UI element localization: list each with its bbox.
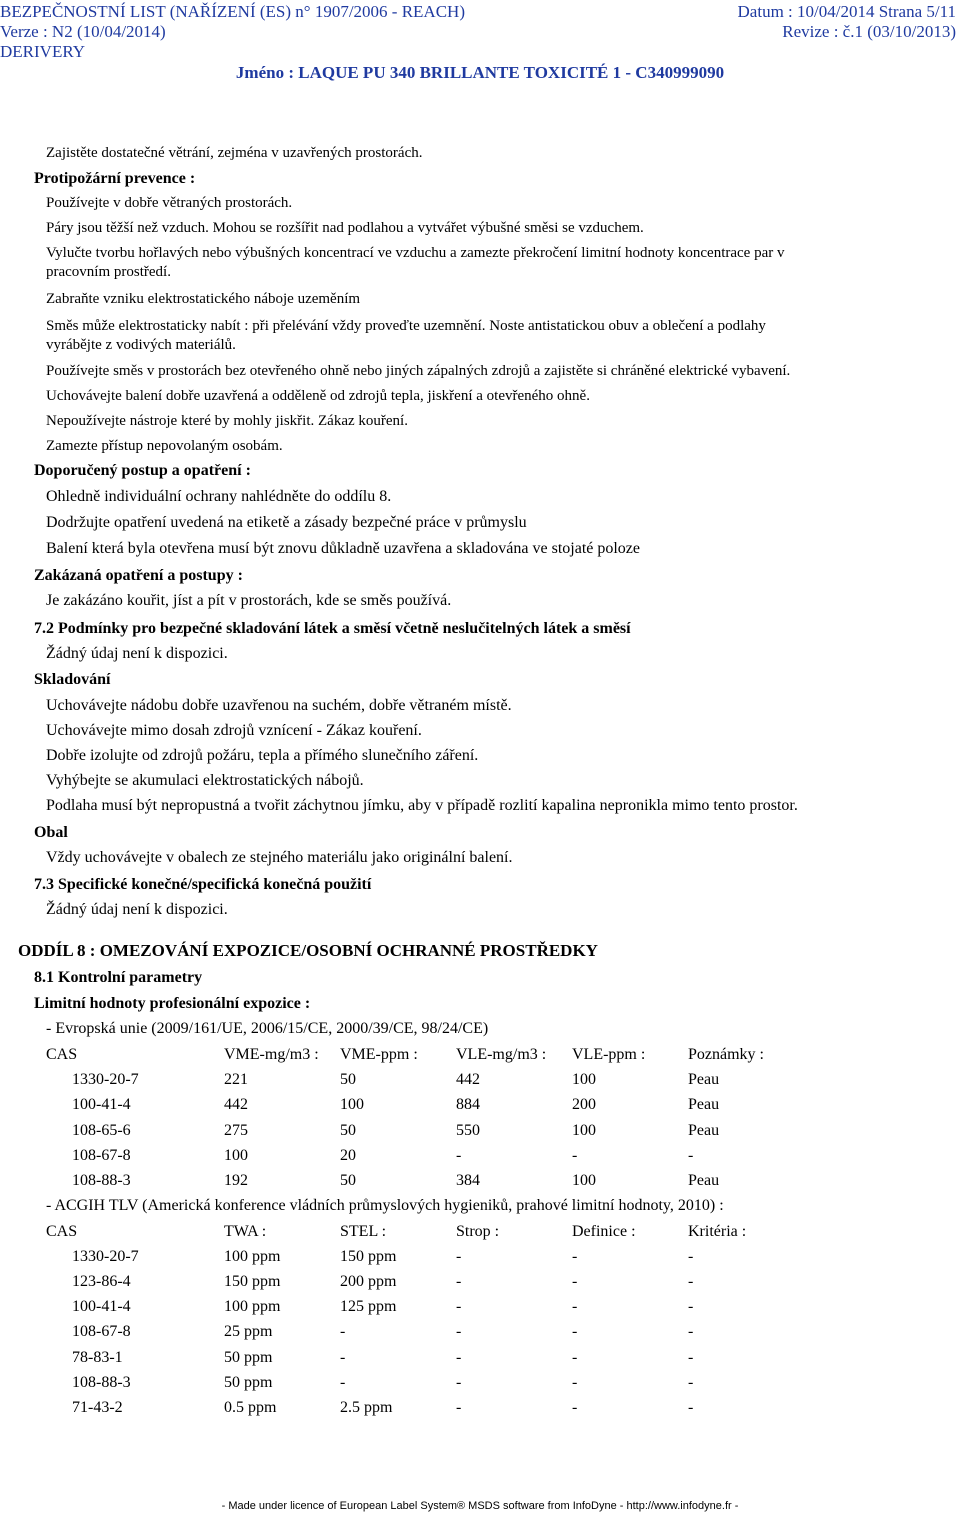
table-cell: 108-88-3 [72, 1374, 131, 1391]
table-cell: - [572, 1273, 578, 1290]
section-7-3-title: 7.3 Specifické konečné/specifická konečná použití [34, 876, 372, 893]
table-cell: Peau [688, 1122, 720, 1139]
table-cell: - [572, 1298, 578, 1315]
table-cell: 50 [340, 1172, 356, 1189]
document-title: BEZPEČNOSTNÍ LIST (NAŘÍZENÍ (ES) n° 1907/2006 - REACH) [0, 2, 465, 21]
table-cell: 50 ppm [224, 1374, 273, 1391]
table-cell: 1330-20-7 [72, 1071, 139, 1088]
header-row-2 [0, 22, 960, 44]
table-cell: 150 ppm [340, 1248, 397, 1265]
text-line: Směs může elektrostaticky nabít : při přelévání vždy proveďte uzemnění. Noste antistatickou obuv a oblečení a podlahy [46, 318, 766, 334]
table-cell: 442 [224, 1096, 248, 1113]
table-cell: 275 [224, 1122, 248, 1139]
table-cell: 150 ppm [224, 1273, 281, 1290]
table-cell: Peau [688, 1071, 720, 1088]
subheading-storage: Skladování [34, 671, 111, 688]
table-cell: 100 [340, 1096, 364, 1113]
eu-table-title: - Evropská unie (2009/161/UE, 2006/15/CE, 2000/39/CE, 98/24/CE) [46, 1020, 489, 1037]
table-cell: - [572, 1323, 578, 1340]
table-cell: 100-41-4 [72, 1298, 131, 1315]
table-cell: - [340, 1349, 346, 1366]
text-line: Žádný údaj není k dispozici. [46, 645, 228, 662]
text-line: Zamezte přístup nepovolaným osobám. [46, 438, 283, 454]
table-cell: - [456, 1273, 462, 1290]
footer-licence: - Made under licence of European Label System® MSDS software from InfoDyne - http://www.infodyne.fr - [221, 1500, 739, 1512]
table-cell: - [688, 1273, 694, 1290]
table-cell: 100 ppm [224, 1298, 281, 1315]
table-cell: - [688, 1147, 694, 1164]
text-line: Vždy uchovávejte v obalech ze stejného materiálu jako originální balení. [46, 849, 513, 866]
table-header-cell: CAS [46, 1223, 78, 1240]
table-cell: 550 [456, 1122, 480, 1139]
table-cell: Peau [688, 1172, 720, 1189]
table-cell: 884 [456, 1096, 480, 1113]
table-cell: 20 [340, 1147, 356, 1164]
header-row-4 [0, 63, 960, 85]
revision: Revize : č.1 (03/10/2013) [782, 22, 956, 41]
text-line: Používejte směs v prostorách bez otevřeného ohně nebo jiných zápalných zdrojů a zajistěte si chráněné elektrické vybavení. [46, 363, 791, 379]
table-header-cell: STEL : [340, 1223, 387, 1240]
table-cell: - [340, 1323, 346, 1340]
text-line: Ohledně individuální ochrany nahlédněte do oddílu 8. [46, 488, 392, 505]
text-line: Žádný údaj není k dispozici. [46, 901, 228, 918]
text-line: Nepoužívejte nástroje které by mohly jiskřit. Zákaz kouření. [46, 413, 408, 429]
company: DERIVERY [0, 42, 85, 61]
product-name: Jméno : LAQUE PU 340 BRILLANTE TOXICITÉ 1 - C340999090 [235, 63, 725, 82]
table-cell: - [572, 1349, 578, 1366]
text-line: Vylučte tvorbu hořlavých nebo výbušných koncentrací ve vzduchu a zamezte překročení limitní hodnoty koncentrace par v [46, 245, 785, 261]
text-line: Uchovávejte mimo dosah zdrojů vznícení - Zákaz kouření. [46, 722, 422, 739]
table-cell: 100 [572, 1071, 596, 1088]
table-cell: - [572, 1399, 578, 1416]
subheading-fire-prevention: Protipožární prevence : [34, 170, 196, 187]
text-line: Vyhýbejte se akumulaci elektrostatických nábojů. [46, 772, 364, 789]
table-cell: 384 [456, 1172, 480, 1189]
table-cell: Peau [688, 1096, 720, 1113]
table-cell: - [456, 1349, 462, 1366]
text-line: Zajistěte dostatečné větrání, zejména v uzavřených prostorách. [46, 145, 423, 161]
table-cell: 100 [224, 1147, 248, 1164]
table-header-cell: Kritéria : [688, 1223, 747, 1240]
section-7-2-title: 7.2 Podmínky pro bezpečné skladování látek a směsí včetně neslučitelných látek a směsí [34, 620, 631, 637]
table-cell: - [456, 1399, 462, 1416]
header-row-3 [0, 42, 960, 64]
version: Verze : N2 (10/04/2014) [0, 22, 166, 41]
text-line: Dobře izolujte od zdrojů požáru, tepla a přímého slunečního záření. [46, 747, 479, 764]
text-line: Používejte v dobře větraných prostorách. [46, 195, 293, 211]
subheading-prohibited: Zakázaná opatření a postupy : [34, 567, 243, 584]
text-line: Podlaha musí být nepropustná a tvořit záchytnou jímku, aby v případě rozlití kapalina nepronikla mimo tento prostor. [46, 797, 798, 814]
table-cell: 108-88-3 [72, 1172, 131, 1189]
table-cell: 0.5 ppm [224, 1399, 277, 1416]
text-line: Uchovávejte balení dobře uzavřená a odděleně od zdrojů tepla, jiskření a otevřeného ohně. [46, 388, 590, 404]
table-cell: - [572, 1248, 578, 1265]
text-line: Je zakázáno kouřit, jíst a pít v prostorách, kde se směs používá. [46, 592, 452, 609]
table-cell: 78-83-1 [72, 1349, 123, 1366]
table-cell: 108-67-8 [72, 1147, 131, 1164]
section-8-1-title: 8.1 Kontrolní parametry [34, 969, 203, 986]
table-cell: - [456, 1298, 462, 1315]
table-header-cell: VME-ppm : [340, 1046, 418, 1063]
table-cell: 100 [572, 1122, 596, 1139]
table-header-cell: VLE-mg/m3 : [456, 1046, 547, 1063]
table-cell: - [688, 1349, 694, 1366]
table-cell: - [688, 1298, 694, 1315]
table-cell: - [456, 1374, 462, 1391]
table-cell: 200 [572, 1096, 596, 1113]
table-cell: 125 ppm [340, 1298, 397, 1315]
table-header-cell: VLE-ppm : [572, 1046, 646, 1063]
table-header-cell: TWA : [224, 1223, 267, 1240]
table-cell: - [456, 1147, 462, 1164]
table-cell: - [572, 1147, 578, 1164]
subheading-limits: Limitní hodnoty profesionální expozice : [34, 995, 311, 1012]
table-cell: 442 [456, 1071, 480, 1088]
text-line: Balení která byla otevřena musí být znovu důkladně uzavřena a skladována ve stojaté poloze [46, 540, 641, 557]
acgih-table-title: - ACGIH TLV (Americká konference vládních průmyslových hygieniků, prahové limitní hodnoty, 2010) : [46, 1197, 724, 1214]
table-cell: 200 ppm [340, 1273, 397, 1290]
table-header-cell: Definice : [572, 1223, 636, 1240]
table-header-cell: VME-mg/m3 : [224, 1046, 319, 1063]
table-cell: - [456, 1248, 462, 1265]
table-cell: 2.5 ppm [340, 1399, 393, 1416]
text-line: pracovním prostředí. [46, 264, 171, 280]
text-line: Páry jsou těžší než vzduch. Mohou se rozšířit nad podlahou a vytvářet výbušné směsi se vzduchem. [46, 220, 644, 236]
table-cell: 50 ppm [224, 1349, 273, 1366]
subheading-packaging: Obal [34, 824, 68, 841]
table-header-cell: Strop : [456, 1223, 500, 1240]
table-cell: 100 ppm [224, 1248, 281, 1265]
table-cell: 50 [340, 1071, 356, 1088]
table-cell: - [340, 1374, 346, 1391]
table-cell: - [688, 1323, 694, 1340]
header-row-1 [0, 2, 960, 24]
table-cell: 25 ppm [224, 1323, 273, 1340]
table-cell: 100-41-4 [72, 1096, 131, 1113]
table-cell: - [688, 1248, 694, 1265]
table-cell: 100 [572, 1172, 596, 1189]
table-cell: 108-67-8 [72, 1323, 131, 1340]
table-header-cell: Poznámky : [688, 1046, 764, 1063]
table-cell: - [688, 1399, 694, 1416]
table-cell: 108-65-6 [72, 1122, 131, 1139]
table-cell: - [456, 1323, 462, 1340]
subheading-recommended: Doporučený postup a opatření : [34, 462, 251, 479]
table-cell: 71-43-2 [72, 1399, 123, 1416]
text-line: Zabraňte vzniku elektrostatického náboje uzeměním [46, 291, 361, 307]
date-page: Datum : 10/04/2014 Strana 5/11 [737, 2, 956, 21]
text-line: Uchovávejte nádobu dobře uzavřenou na suchém, dobře větraném místě. [46, 697, 512, 714]
table-cell: - [688, 1374, 694, 1391]
table-cell: - [572, 1374, 578, 1391]
text-line: Dodržujte opatření uvedená na etiketě a zásady bezpečné práce v průmyslu [46, 514, 527, 531]
table-header-cell: CAS [46, 1046, 78, 1063]
table-cell: 123-86-4 [72, 1273, 131, 1290]
text-line: vyrábějte z vodivých materiálů. [46, 337, 236, 353]
table-cell: 50 [340, 1122, 356, 1139]
section-8-title: ODDÍL 8 : OMEZOVÁNÍ EXPOZICE/OSOBNÍ OCHRANNÉ PROSTŘEDKY [18, 941, 598, 960]
table-cell: 1330-20-7 [72, 1248, 139, 1265]
table-cell: 221 [224, 1071, 248, 1088]
table-cell: 192 [224, 1172, 248, 1189]
